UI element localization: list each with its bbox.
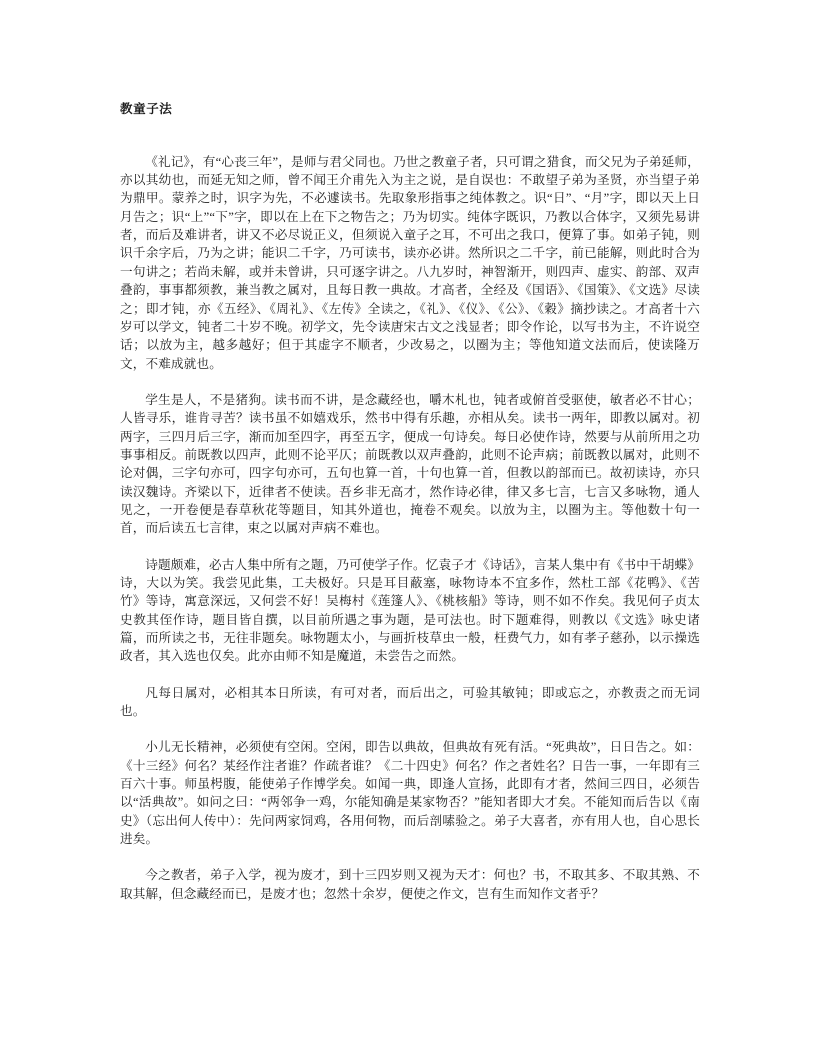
page-title: 教童子法 [120,102,173,116]
document-body [120,100,700,903]
paragraph-4: 凡每日属对，必相其本日所读，有可对者，而后出之，可验其敏钝；即或忘之，亦教责之而无词也。 [120,685,700,719]
paragraph-1: 《礼记》，有“心丧三年”，是师与君父同也。乃世之教童子者，只可谓之猎食，而父兄为子弟延师，亦以其幼也，而延无知之师，曾不闻王介甫先入为主之说，是自误也：不敢望子弟为圣贤，亦当望子弟为鼎甲。蒙养之时，识字为先，不必遽读书。先取象形指事之纯体教之。识“日”、“月”字，即以天上日月告之；识“上”“下”字，即以在上在下之物告之；乃为切实。纯体字既识，乃教以合体字，又须先易讲者，而后及难讲者，讲又不必尽说正义，但须说入童子之耳，不可出之我口，便算了事。如弟子钝，则识千余字后，乃为之讲；能识二千字，乃可读书，读亦必讲。然所识之二千字，前已能解，则此时合为一句讲之；若尚未解，或并未曾讲，只可逐字讲之。八九岁时，神智渐开，则四声、虚实、韵部、双声叠韵，事事都须教，兼当教之属对，且每日教一典故。才高者，全经及《国语》、《国策》、《文选》尽读之；即才钝，亦《五经》、《周礼》、《左传》全读之，《礼》、《仪》、《公》、《穀》摘抄读之。才高者十六岁可以学文，钝者二十岁不晚。初学文，先令读唐宋古文之浅显者；即令作论，以写书为主，不许说空话；以放为主，越多越好；但于其虚字不顺者，少改易之，以圈为主；等他知道文法而后，使读隆万文，不难成就也。 [120,154,700,371]
paragraph-2: 学生是人，不是猪狗。读书而不讲，是念藏经也，嚼木札也，钝者或俯首受驱使，敏者必不甘心；人皆寻乐，谁肯寻苦？读书虽不如嬉戏乐，然书中得有乐趣，亦相从矣。读书一两年，即教以属对。初两字，三四月后三字，渐而加至四字，再至五字，便成一句诗矣。每日必使作诗，然要与从前所用之功事事相反。前既教以四声，此则不论平仄；前既教以双声叠韵，此则不论声病；前既教以属对，此则不论对偶，三字句亦可，四字句亦可，五句也算一首，十句也算一首，但教以韵部而已。故初读诗，亦只读汉魏诗。齐梁以下，近律者不使读。吾乡非无高才，然作诗必律，律又多七言，七言又多咏物，通人见之，一开卷便是春草秋花等题目，知其外道也，掩卷不观矣。以放为主，以圈为主。等他数十句一首，而后读五七言律，束之以属对声病不难也。 [120,392,700,536]
paragraph-3: 诗题颇难，必古人集中所有之题，乃可使学子作。忆袁子才《诗话》，言某人集中有《书中干胡蝶》诗，大以为笑。我尝见此集，工夫极好。只是耳目蔽塞，咏物诗本不宜多作，然杜工部《花鸭》、《苦竹》等诗，寓意深远，又何尝不好！吴梅村《莲篷人》、《桃核船》等诗，则不如不作矣。我见何子贞太史教其侄作诗，题目皆自撰，以目前所遇之事为题，是可法也。时下题难得，则教以《文选》咏史诸篇，而所读之书，无往非题矣。咏物题太小，与画折枝草虫一般，枉费气力，如有孝子慈孙，以示操选政者，其入选也仅矣。此亦由师不知是魔道，未尝告之而然。 [120,557,700,664]
paragraph-6: 今之教者，弟子入学，视为废才，到十三四岁则又视为天才：何也？书，不取其多、不取其熟、不取其解，但念藏经而已，是废才也；忽然十余岁，便使之作文，岂有生而知作文者乎？ [120,868,700,901]
paragraph-5: 小儿无长精神，必须使有空闲。空闲，即告以典故，但典故有死有活。“死典故”，日日告之。如：《十三经》何名？某经作注者谁？作疏者谁？《二十四史》何名？作之者姓名？日告一事，一年即有三百六十事。师虽枵腹，能使弟子作博学矣。如闻一典，即逢人宣扬，此即有才者，然间三四日，必须告以“活典故”。如问之曰：“两邻争一鸡，尔能知确是某家物否？”能知者即大才矣。不能知而后告以《南史》（忘出何人传中）：先问两家饲鸡，各用何物，而后剖嗉验之。弟子大喜者，亦有用人也，自心思长进矣。 [120,740,700,847]
